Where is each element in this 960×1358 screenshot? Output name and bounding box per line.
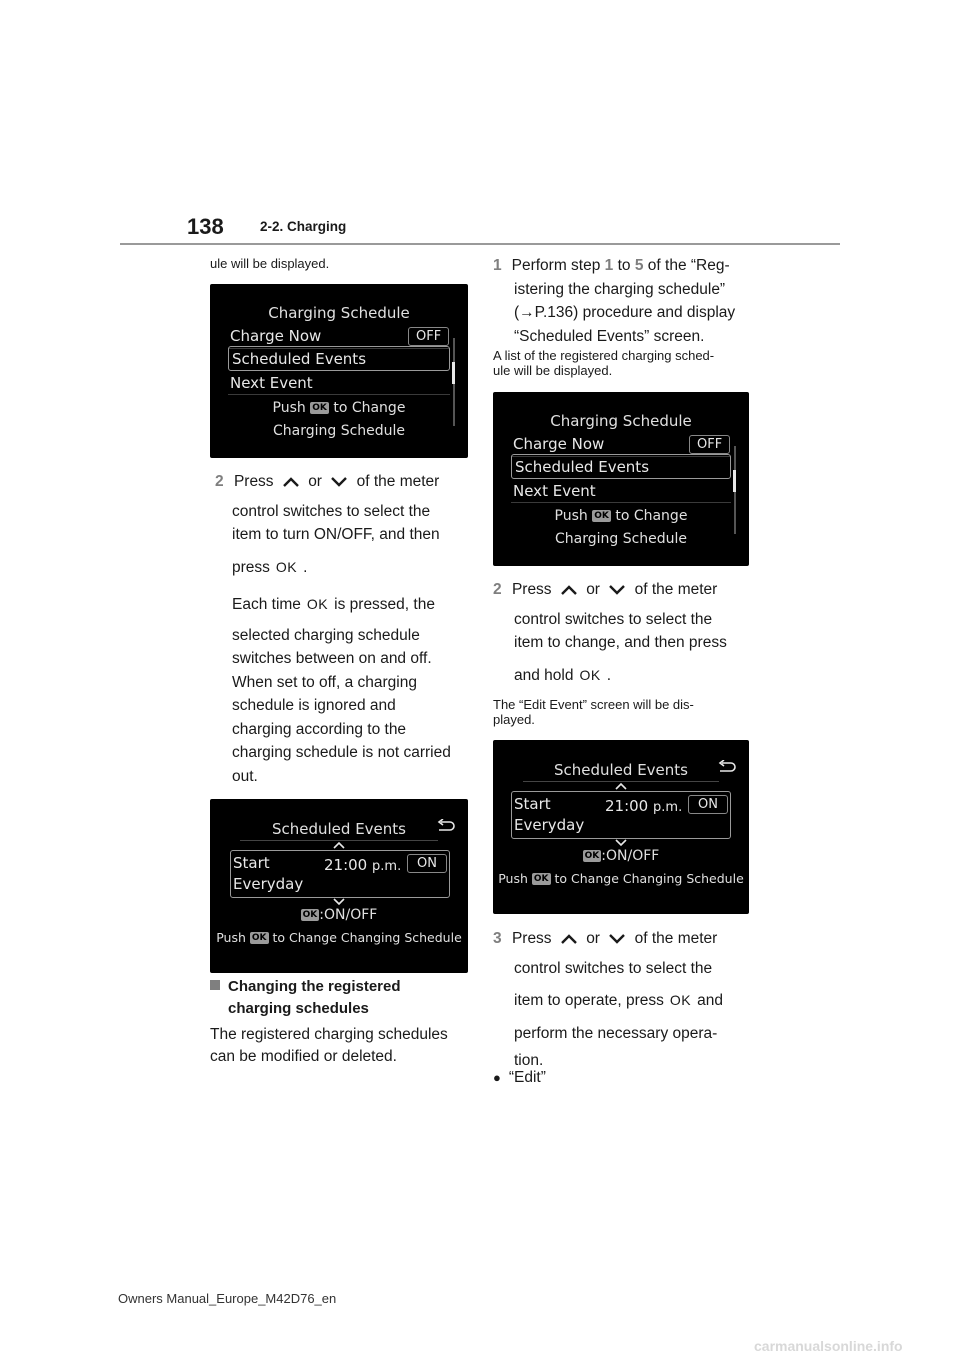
header-rule <box>120 243 840 245</box>
ok-chip-icon: OK <box>533 874 549 884</box>
menu-scheduled-events: Scheduled Events <box>232 350 367 368</box>
onoff-hint: OK :ON/OFF <box>302 907 378 923</box>
intro-text: ule will be displayed. <box>210 256 330 271</box>
screen-scheduled-events-left <box>210 799 468 973</box>
onoff-hint: OK :ON/OFF <box>584 848 660 864</box>
chevron-up-icon <box>333 841 345 849</box>
event-time: 21:00 p.m. <box>605 797 683 815</box>
event-start-label: Start <box>233 854 270 872</box>
paragraph: The registered charging schedules can be modified or deleted. <box>210 1026 448 1065</box>
menu-next-event: Next Event <box>513 482 596 500</box>
push-instruction: Push OK to Change <box>554 508 688 524</box>
watermark: carmanualsonline.info <box>754 1338 903 1354</box>
left-step-2: 2 Press or of the meter control switches to select the item to turn ON/OFF, and then press OK . Each time OK is pressed, the selected charging schedule switches between on and off. When set to off, a charging schedule is ignored and charging according to the charging schedule is not carried out. <box>215 473 451 785</box>
menu-charge-now: Charge Now <box>230 327 322 345</box>
scrollbar-thumb <box>452 362 455 384</box>
event-status: ON <box>688 795 728 814</box>
return-icon <box>717 760 737 774</box>
chevron-down-icon <box>330 476 348 488</box>
screen-charging-schedule-right <box>493 392 749 566</box>
screen-scheduled-events-right <box>493 740 749 914</box>
bullet-dot-icon: ● <box>493 1070 501 1085</box>
chevron-up-icon <box>615 782 627 790</box>
event-status: ON <box>407 854 447 873</box>
return-icon <box>436 819 456 833</box>
push-instruction: Push OK to Change <box>272 400 406 416</box>
screen-charging-schedule-left <box>210 284 468 458</box>
note-2: The “Edit Event” screen will be dis- played. <box>493 697 694 727</box>
ok-chip-icon: OK <box>302 910 318 920</box>
ok-chip-icon: OK <box>584 851 600 861</box>
event-repeat: Everyday <box>514 816 585 834</box>
ok-button-icon: OK <box>579 666 601 683</box>
scrollbar-thumb <box>733 470 736 492</box>
screen-title: Charging Schedule <box>268 304 410 322</box>
event-time: 21:00 p.m. <box>324 856 402 874</box>
note-1: A list of the registered charging sched- ule will be displayed. <box>493 348 715 378</box>
step-number: 2 <box>215 473 224 490</box>
event-repeat: Everyday <box>233 875 304 893</box>
chevron-up-icon <box>282 476 300 488</box>
event-start-label: Start <box>514 795 551 813</box>
square-bullet-icon <box>210 980 220 990</box>
screen-title: Scheduled Events <box>271 820 406 838</box>
menu-divider <box>228 394 450 395</box>
push-instruction-2: Charging Schedule <box>554 531 688 547</box>
chevron-down-icon <box>608 584 626 596</box>
footer-text: Owners Manual_Europe_M42D76_en <box>118 1291 337 1306</box>
ok-button-icon: OK <box>275 558 298 575</box>
ok-chip-icon: OK <box>251 933 267 943</box>
menu-scheduled-events: Scheduled Events <box>515 458 650 476</box>
bullet-edit: ● “Edit” <box>493 1069 546 1086</box>
ok-chip-icon: OK <box>594 511 609 521</box>
screen-title: Charging Schedule <box>550 412 692 430</box>
menu-next-event: Next Event <box>230 374 313 392</box>
right-step-1: 1 Perform step 1 to 5 of the “Reg- istering the charging schedule” (→P.136) procedure and display “Scheduled Events” screen. <box>493 257 736 345</box>
right-step-2: 2 Press or of the meter control switches to select the item to change, and then press and hold OK . <box>493 581 727 684</box>
menu-divider <box>511 502 731 503</box>
ok-button-icon: OK <box>669 992 692 1008</box>
charge-now-value: OFF <box>689 435 730 454</box>
chevron-up-icon <box>560 933 578 945</box>
push-instruction-2: Charging Schedule <box>272 423 406 439</box>
charge-now-value: OFF <box>408 327 449 346</box>
page-number: 138 <box>187 214 224 239</box>
chevron-down-icon <box>608 933 626 945</box>
section-heading: Changing the registered charging schedules <box>210 976 470 1020</box>
menu-charge-now: Charge Now <box>513 435 605 453</box>
chevron-up-icon <box>560 584 578 596</box>
chevron-down-icon <box>615 839 627 847</box>
chevron-down-icon <box>333 898 345 906</box>
section-title: 2-2. Charging <box>260 219 347 234</box>
right-step-3: 3 Press or of the meter control switches to select the item to operate, press OK and perform the necessary opera- tion. <box>493 930 724 1069</box>
screen-title: Scheduled Events <box>553 761 688 779</box>
ok-chip-icon: OK <box>312 403 327 413</box>
ok-button-icon: OK <box>306 596 329 612</box>
push-change-hint: Push OK to Change Changing Schedule <box>216 930 462 945</box>
push-change-hint: Push OK to Change Changing Schedule <box>498 871 744 886</box>
